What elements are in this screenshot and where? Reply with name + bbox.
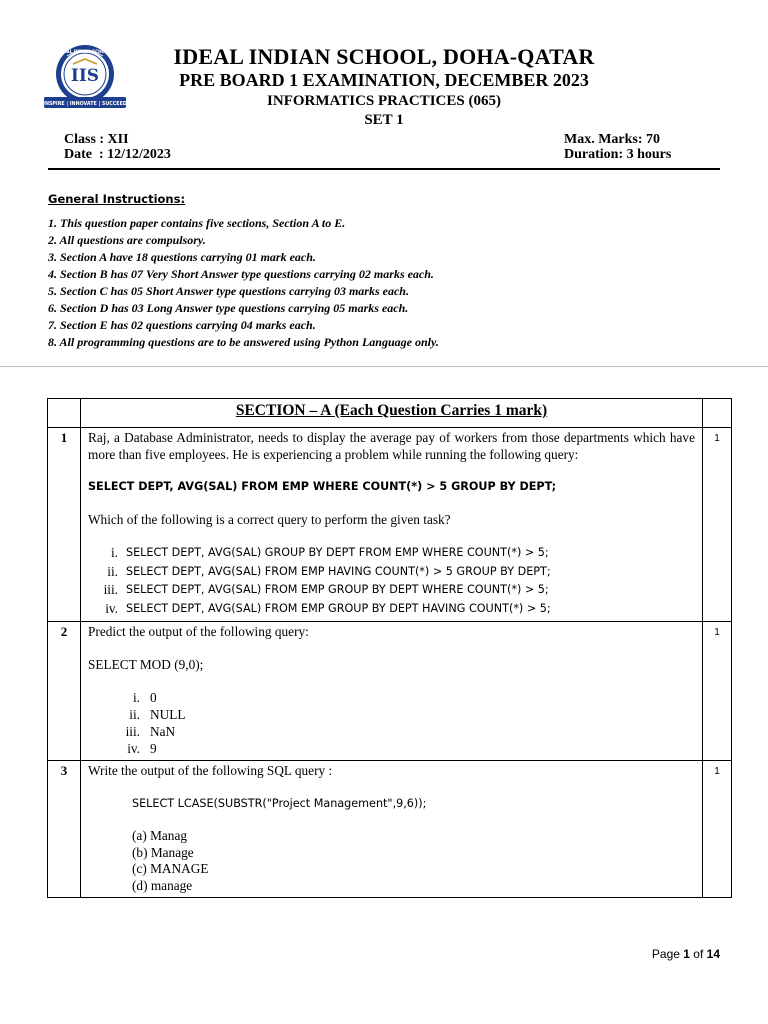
option-label: i. (110, 545, 118, 560)
max-marks-label: Max. Marks: 70 (564, 132, 661, 147)
subject-title: INFORMATICS PRACTICES (065) (267, 93, 501, 109)
question-row (48, 622, 732, 761)
option-label: i. (132, 690, 140, 705)
question-body (81, 428, 703, 622)
section-separator (0, 366, 768, 367)
section-a-title: SECTION – A (Each Question Carries 1 mark) (81, 399, 703, 428)
question-number: 3 (48, 761, 81, 898)
option-item: (c) MANAGE (132, 861, 209, 876)
instructions-list (48, 215, 439, 351)
total-pages: 14 (706, 947, 720, 961)
option-item (88, 706, 695, 723)
option-item (88, 723, 695, 740)
svg-text:IIS: IIS (70, 66, 100, 86)
instruction-item: 7. Section E has 02 questions carrying 04 marks each. (48, 318, 316, 332)
question-sql: SELECT DEPT, AVG(SAL) FROM EMP WHERE COUNT(*) > 5 GROUP BY DEPT; (88, 480, 557, 493)
instruction-item: 3. Section A have 18 questions carrying 01 mark each. (48, 250, 316, 264)
questions-table (47, 398, 732, 898)
option-item (88, 740, 695, 757)
option-item (88, 581, 695, 600)
options-list (88, 689, 695, 757)
instruction-item: 5. Section C has 05 Short Answer type questions carrying 03 marks each. (48, 284, 409, 298)
question-text: Raj, a Database Administrator, needs to display the average pay of workers from those departments which have more than five employees. He is experiencing a problem while running the following query: (88, 430, 695, 462)
option-label: iv. (127, 741, 140, 756)
instruction-item: 6. Section D has 03 Long Answer type questions carrying 05 marks each. (48, 301, 409, 315)
question-body (81, 761, 703, 898)
question-row (48, 761, 732, 898)
question-mark: 1 (703, 761, 732, 898)
option-item: (a) Manag (132, 828, 188, 843)
option-item (88, 689, 695, 706)
instructions-title: General Instructions: (48, 192, 186, 206)
page-number: Page 1 of 14 (651, 947, 720, 961)
question-sql: SELECT LCASE(SUBSTR("Project Management",9,6)); (132, 796, 427, 810)
option-item (88, 563, 695, 582)
school-name: IDEAL INDIAN SCHOOL, DOHA-QATAR (173, 44, 595, 69)
question-mark: 1 (703, 428, 732, 622)
option-text: 0 (150, 690, 157, 705)
question-text: Write the output of the following SQL query : (88, 763, 333, 778)
header-divider (48, 168, 720, 170)
option-text: NaN (150, 724, 176, 739)
svg-text:INSPIRE | INNOVATE | SUCCEED: INSPIRE | INNOVATE | SUCCEED (43, 101, 127, 107)
current-page: 1 (683, 947, 690, 961)
option-text: SELECT DEPT, AVG(SAL) FROM EMP HAVING COUNT(*) > 5 GROUP BY DEPT; (126, 564, 551, 578)
option-item (88, 544, 695, 563)
date-label: Date : 12/12/2023 (64, 147, 171, 162)
question-sql: SELECT MOD (9,0); (88, 656, 204, 672)
class-label: Class : XII (64, 132, 129, 147)
option-label: ii. (107, 563, 118, 579)
option-item (88, 600, 695, 619)
duration-label: Duration: 3 hours (564, 147, 672, 162)
options-list (88, 544, 695, 618)
option-item: (d) manage (132, 877, 193, 893)
option-label: iii. (103, 582, 118, 597)
question-body (81, 622, 703, 761)
svg-text:IDEAL INDIAN SCHOOL: IDEAL INDIAN SCHOOL (58, 49, 112, 54)
instruction-item: 1. This question paper contains five sections, Section A to E. (48, 216, 346, 230)
question-text: Predict the output of the following query: (88, 624, 309, 639)
question-row (48, 428, 732, 622)
exam-title: PRE BOARD 1 EXAMINATION, DECEMBER 2023 (179, 70, 589, 90)
option-text: SELECT DEPT, AVG(SAL) FROM EMP GROUP BY DEPT WHERE COUNT(*) > 5; (126, 583, 549, 596)
option-label: iii. (125, 724, 140, 739)
option-text: SELECT DEPT, AVG(SAL) GROUP BY DEPT FROM EMP WHERE COUNT(*) > 5; (126, 546, 549, 559)
option-text: SELECT DEPT, AVG(SAL) FROM EMP GROUP BY DEPT HAVING COUNT(*) > 5; (126, 601, 551, 615)
instruction-item: 4. Section B has 07 Very Short Answer type questions carrying 02 marks each. (48, 267, 434, 281)
option-text: 9 (150, 741, 157, 756)
question-prompt: Which of the following is a correct query to perform the given task? (88, 511, 451, 527)
option-item: (b) Manage (132, 844, 194, 860)
instruction-item: 8. All programming questions are to be answered using Python Language only. (48, 335, 439, 349)
option-text: NULL (150, 707, 186, 722)
option-label: iv. (105, 600, 118, 616)
set-number: SET 1 (364, 112, 404, 128)
section-header-row (48, 399, 732, 428)
option-label: ii. (129, 707, 140, 722)
question-mark: 1 (703, 622, 732, 761)
question-number: 2 (48, 622, 81, 761)
instruction-item: 2. All questions are compulsory. (48, 233, 206, 247)
question-number: 1 (48, 428, 81, 622)
